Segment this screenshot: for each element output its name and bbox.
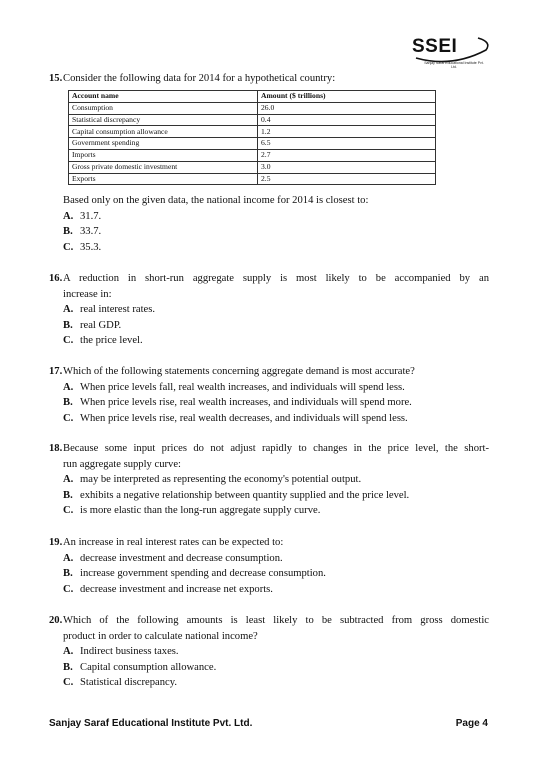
option-label: A. [63, 552, 74, 564]
question-text-continued: run aggregate supply curve: [63, 458, 181, 470]
answer-option [49, 503, 489, 519]
option-text: is more elastic than the long-run aggregate supply curve. [80, 505, 321, 516]
account-name-cell: Statistical discrepancy [69, 114, 258, 126]
question-stem: Based only on the given data, the national income for 2014 is closest to: [63, 195, 369, 206]
option-label: A. [63, 210, 74, 222]
option-label: C. [63, 335, 74, 346]
account-name-cell: Consumption [69, 102, 258, 114]
question-number: 19. [49, 537, 63, 548]
question-text: Because some input prices do not adjust rapidly to changes in the price level, the short- [63, 443, 489, 454]
option-label: C. [63, 412, 74, 424]
answer-option [49, 224, 489, 240]
table-row [69, 138, 436, 150]
option-text: decrease investment and decrease consumption. [80, 552, 283, 564]
account-name-cell: Capital consumption allowance [69, 126, 258, 138]
option-text: exhibits a negative relationship between quantity supplied and the price level. [80, 489, 410, 501]
option-text: Indirect business taxes. [80, 646, 179, 657]
data-table [68, 90, 436, 185]
option-text: When price levels rise, real wealth decreases, and individuals will spend less. [80, 412, 408, 424]
option-text: 33.7. [80, 226, 102, 237]
option-text: 35.3. [80, 241, 102, 253]
question-16 [49, 271, 489, 349]
answer-option [49, 411, 489, 427]
question-number: 16. [49, 273, 63, 284]
account-name-cell: Government spending [69, 138, 258, 150]
option-label: B. [63, 397, 73, 408]
option-text: the price level. [80, 335, 143, 346]
question-text-continued: increase in: [63, 288, 112, 300]
answer-option [49, 380, 489, 396]
answer-option [49, 644, 489, 660]
option-label: C. [63, 241, 74, 253]
amount-cell: 1.2 [258, 126, 436, 138]
option-text: When price levels fall, real wealth increases, and individuals will spend less. [80, 381, 405, 393]
answer-option [49, 209, 489, 225]
option-text: increase government spending and decrease consumption. [80, 568, 326, 579]
answer-option [49, 488, 489, 504]
option-text: Capital consumption allowance. [80, 661, 217, 673]
amount-cell: 3.0 [258, 161, 436, 173]
question-17 [49, 364, 489, 426]
amount-cell: 26.0 [258, 102, 436, 114]
option-label: B. [63, 226, 73, 237]
option-text: real GDP. [80, 319, 122, 331]
option-label: A. [63, 304, 74, 315]
option-text: real interest rates. [80, 304, 155, 315]
answer-option [49, 582, 489, 598]
answer-option [49, 318, 489, 334]
question-number: 17. [49, 366, 63, 377]
option-label: C. [63, 583, 74, 595]
answer-option [49, 240, 489, 256]
question-text: Consider the following data for 2014 for a hypothetical country: [63, 73, 336, 84]
question-15-stem [49, 193, 489, 255]
question-number: 18. [49, 443, 63, 454]
question-15 [49, 71, 489, 87]
table-header-row [69, 91, 436, 103]
logo-text: SSEI [412, 36, 458, 57]
answer-option [49, 551, 489, 567]
option-label: A. [63, 381, 74, 393]
option-label: C. [63, 677, 74, 688]
option-label: B. [63, 661, 73, 673]
logo-subtitle: Sanjay Saraf Educational Institute Pvt. Ltd. [424, 61, 484, 69]
option-label: B. [63, 568, 73, 579]
table-row [69, 161, 436, 173]
footer-page-number: Page 4 [455, 718, 488, 729]
answer-option [49, 395, 489, 411]
question-number: 15. [49, 73, 63, 84]
option-text: decrease investment and increase net exports. [80, 583, 273, 595]
footer-institute-name: Sanjay Saraf Educational Institute Pvt. Ltd. [49, 718, 253, 729]
question-text: Which of the following amounts is least likely to be subtracted from gross domestic [63, 615, 489, 626]
account-name-cell: Gross private domestic investment [69, 161, 258, 173]
answer-option [49, 302, 489, 318]
answer-option [49, 333, 489, 349]
option-label: B. [63, 319, 73, 331]
amount-cell: 2.5 [258, 173, 436, 185]
option-label: A. [63, 646, 74, 657]
answer-option [49, 675, 489, 691]
answer-option [49, 660, 489, 676]
option-label: B. [63, 489, 73, 501]
option-text: Statistical discrepancy. [80, 677, 177, 688]
table-row [69, 126, 436, 138]
option-text: 31.7. [80, 210, 102, 222]
question-18 [49, 441, 489, 519]
option-text: may be interpreted as representing the economy's potential output. [80, 474, 362, 485]
question-text: Which of the following statements concerning aggregate demand is most accurate? [63, 366, 415, 377]
column-header: Account name [69, 91, 258, 103]
table-row [69, 102, 436, 114]
account-name-cell: Exports [69, 173, 258, 185]
account-name-cell: Imports [69, 149, 258, 161]
answer-option [49, 566, 489, 582]
table-row [69, 173, 436, 185]
question-20 [49, 613, 489, 691]
column-header: Amount ($ trillions) [258, 91, 436, 103]
amount-cell: 6.5 [258, 138, 436, 150]
question-19 [49, 535, 489, 597]
amount-cell: 2.7 [258, 149, 436, 161]
ssei-logo [412, 34, 492, 72]
option-label: A. [63, 474, 74, 485]
question-number: 20. [49, 615, 63, 626]
option-label: C. [63, 505, 74, 516]
table-row [69, 114, 436, 126]
amount-cell: 0.4 [258, 114, 436, 126]
table-row [69, 149, 436, 161]
question-text-continued: product in order to calculate national income? [63, 630, 258, 642]
answer-option [49, 472, 489, 488]
question-text: An increase in real interest rates can be expected to: [63, 537, 284, 548]
question-text: A reduction in short-run aggregate supply is most likely to be accompanied by an [63, 273, 489, 284]
option-text: When price levels rise, real wealth increases, and individuals will spend more. [80, 397, 412, 408]
